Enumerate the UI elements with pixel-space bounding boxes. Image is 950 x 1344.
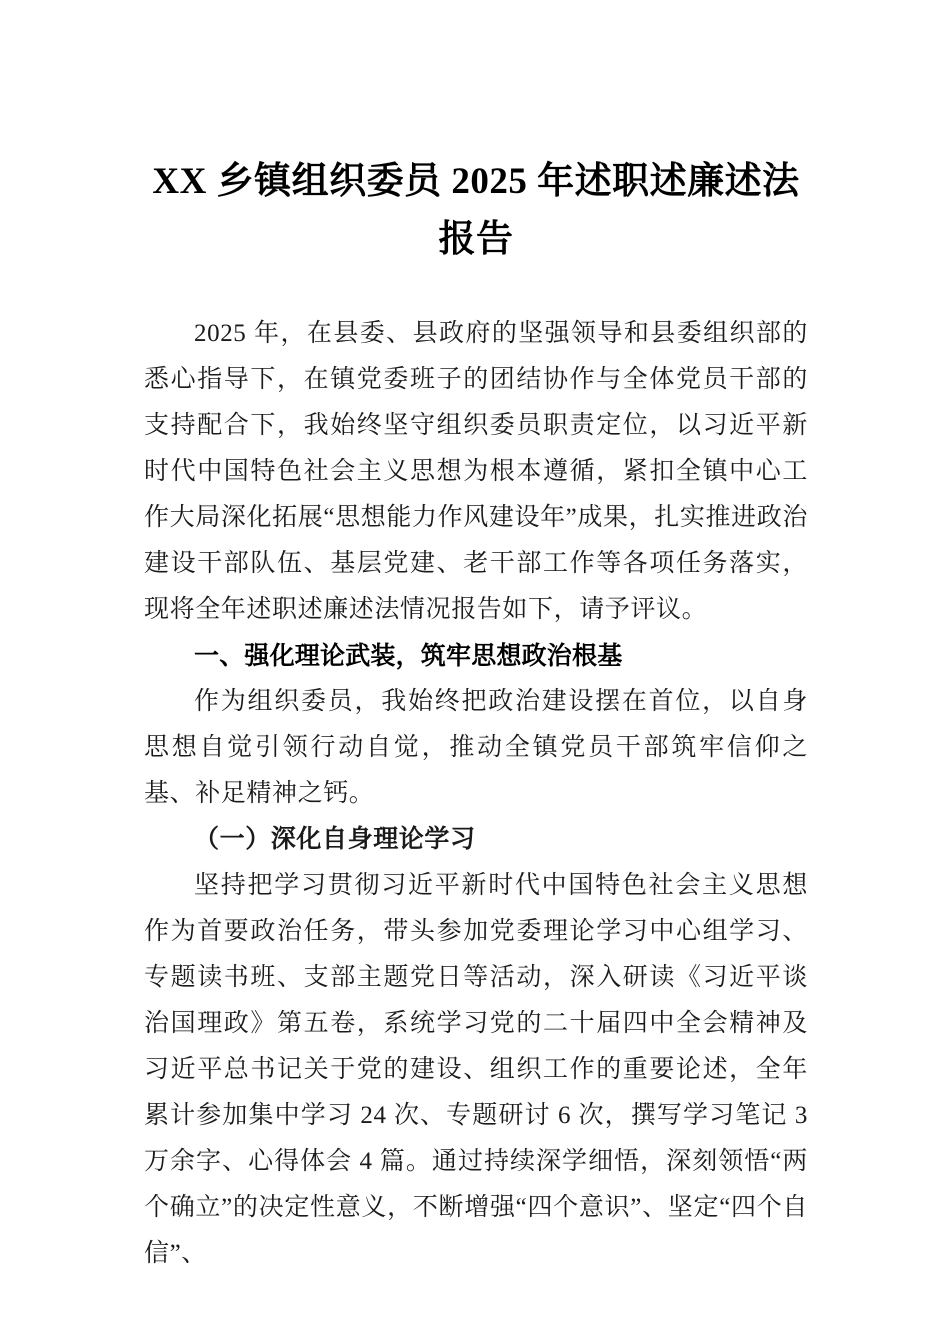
- page-title: XX 乡镇组织委员 2025 年述职述廉述法报告: [152, 161, 800, 260]
- subsection-heading-one: （一）深化自身理论学习: [194, 826, 476, 853]
- intro-paragraph: 2025 年，在县委、县政府的坚强领导和县委组织部的悉心指导下，在镇党委班子的团结协作与全体党员干部的支持配合下，我始终坚守组织委员职责定位，以习近平新时代中国特色社会主义思想为根本遵循，紧扣全镇中心工作大局深化拓展“思想能力作风建设年”成果，扎实推进政治建设干部队伍、基层党建、老干部工作等各项任务落实，现将全年述职述廉述法情况报告如下，请予评议。: [144, 320, 808, 623]
- section-heading-one: 一、强化理论武装，筑牢思想政治根基: [194, 642, 623, 670]
- subsection-one-body-paragraph: 坚持把学习贯彻习近平新时代中国特色社会主义思想作为首要政治任务，带头参加党委理论学习中心组学习、专题读书班、支部主题党日等活动，深入研读《习近平谈治国理政》第五卷，系统学习党的二十届四中全会精神及习近平总书记关于党的建设、组织工作的重要论述，全年累计参加集中学习 24 次、专题研讨 6 次，撰写学习笔记 3 万余字、心得体会 4 篇。通过持续深学细悟，深刻领悟“两个确立”的决定性意义，不断增强“四个意识”、坚定“四个自信”、: [144, 872, 808, 1267]
- section-one-intro-paragraph: 作为组织委员，我始终把政治建设摆在首位，以自身思想自觉引领行动自觉，推动全镇党员干部筑牢信仰之基、补足精神之钙。: [144, 688, 808, 807]
- document-content: [144, 0, 808, 1277]
